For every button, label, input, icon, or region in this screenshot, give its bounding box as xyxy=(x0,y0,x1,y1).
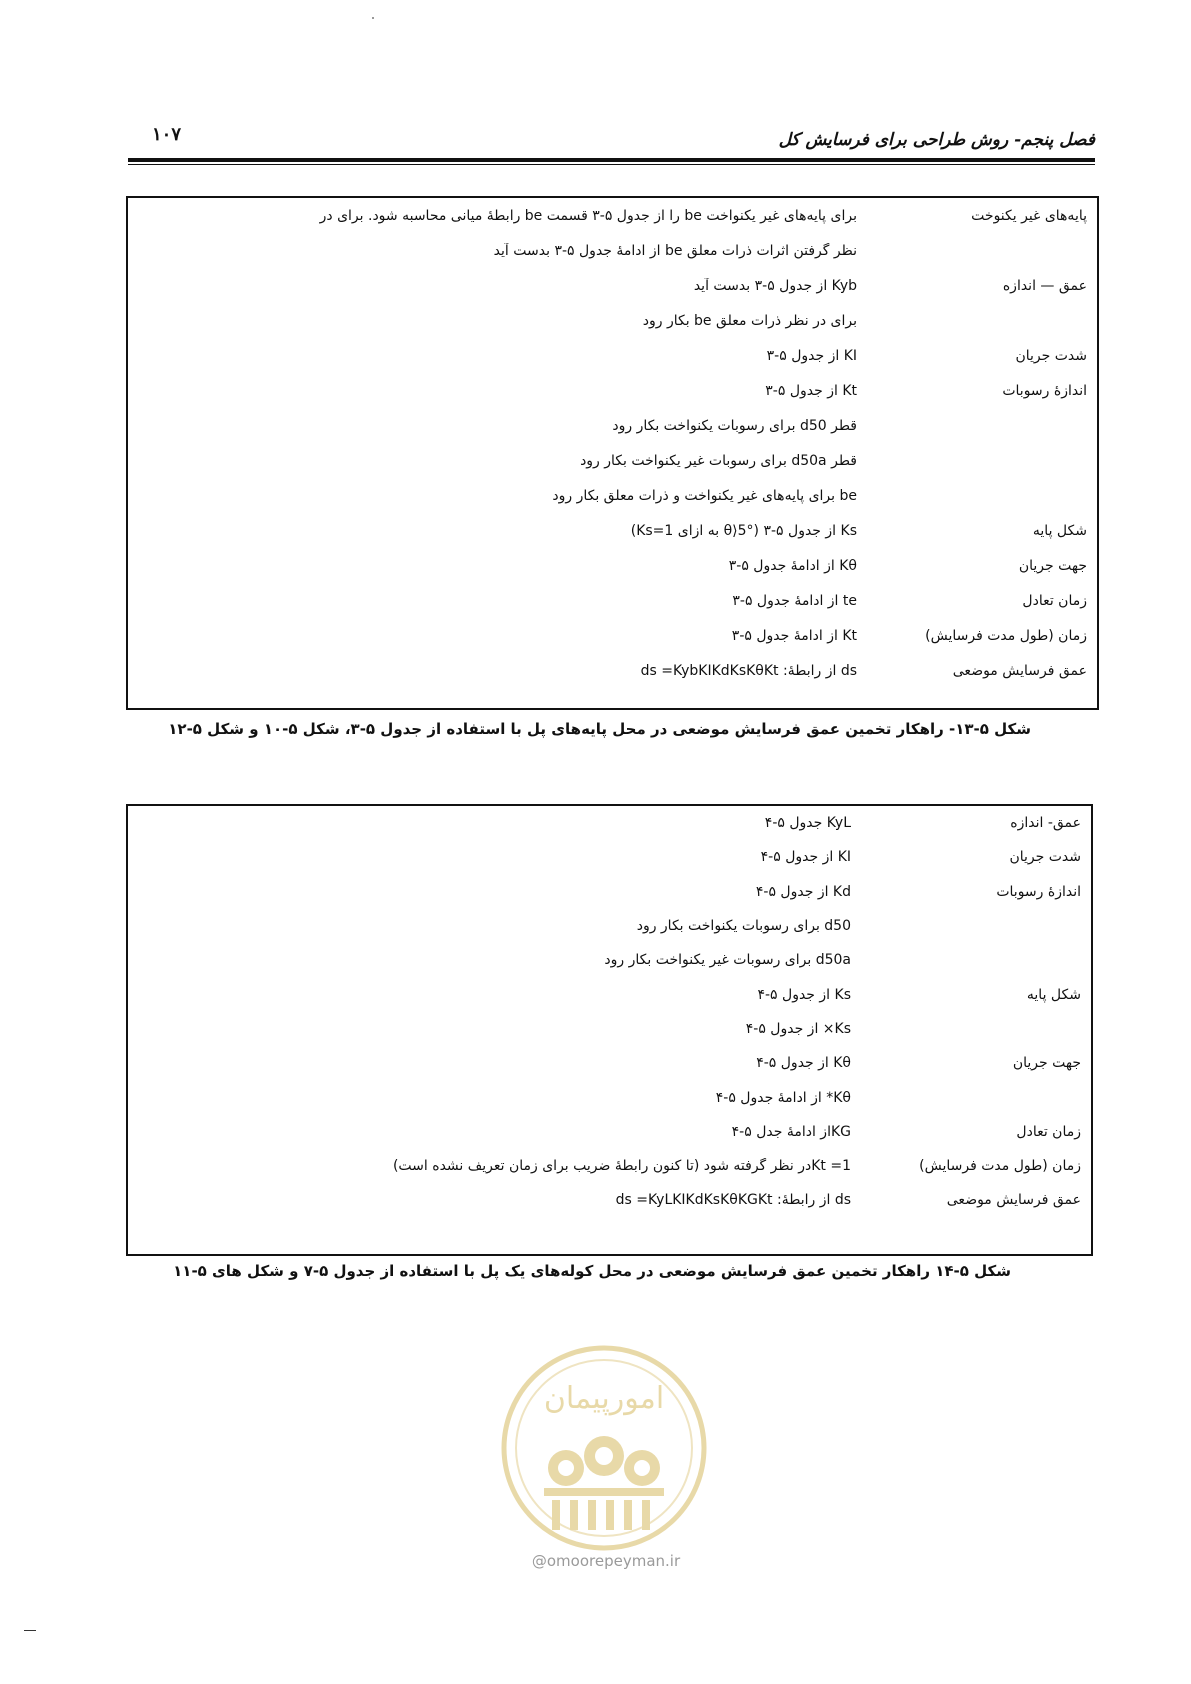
row-label: پایه‌های غیر یکنوخت xyxy=(971,207,1087,224)
table-row xyxy=(128,373,1097,408)
header-rule-thick xyxy=(128,158,1095,162)
table-row xyxy=(128,977,1091,1011)
row-content: Kt از جدول ۵-۳ xyxy=(765,382,857,399)
row-content: Ks از جدول ۵-۴ xyxy=(757,986,851,1003)
figure-caption-5-13: شکل ۵-۱۳- راهکار تخمین عمق فرسایش موضعی در محل پایه‌های پل با استفاده از جدول ۵-۳، شکل ۵-۱۰ و شکل ۵-۱۲ xyxy=(168,720,1031,738)
table-row xyxy=(128,478,1097,513)
row-label: زمان تعادل xyxy=(1022,592,1087,609)
row-content: قطر d50 برای رسوبات یکنواخت بکار رود xyxy=(612,417,857,434)
page-number: ۱۰۷ xyxy=(152,124,182,145)
row-label: زمان (طول مدت فرسایش) xyxy=(919,1158,1081,1175)
watermark-logo-text: امورپیمان xyxy=(543,1381,665,1416)
row-content: Kθ از ادامهٔ جدول ۵-۳ xyxy=(728,557,857,574)
scan-speck xyxy=(372,17,374,19)
row-label: زمان (طول مدت فرسایش) xyxy=(925,627,1087,644)
table-row xyxy=(128,943,1091,977)
table-row xyxy=(128,1080,1091,1114)
watermark-url: @omoorepeyman.ir xyxy=(531,1552,681,1570)
abutment-scour-table xyxy=(126,804,1093,1256)
row-content: KI از جدول ۵-۳ xyxy=(766,347,857,364)
row-content: برای در نظر ذرات معلق be بکار رود xyxy=(642,312,857,329)
table-row xyxy=(128,1115,1091,1149)
row-label: شدت جریان xyxy=(1015,347,1087,364)
table-row xyxy=(128,875,1091,909)
row-label: اندازهٔ رسوبات xyxy=(1002,382,1087,399)
figure-caption-5-14: شکل ۵-۱۴ راهکار تخمین عمق فرسایش موضعی در محل کوله‌های یک پل با استفاده از جدول ۵-۷ و شکل های ۵-۱۱ xyxy=(173,1262,1011,1280)
row-label: زمان تعادل xyxy=(1016,1123,1081,1140)
row-content: d50a برای رسوبات غیر یکنواخت بکار رود xyxy=(604,952,851,969)
row-content: برای پایه‌های غیر یکنواخت be را از جدول ۵-۳ قسمت be رابطهٔ میانی محاسبه شود. برای در xyxy=(319,207,857,224)
row-content: ds از رابطهٔ: ds =KybKIKdKsKθKt xyxy=(640,662,857,679)
row-label: عمق- اندازه xyxy=(1010,815,1081,832)
row-content: نظر گرفتن اثرات ذرات معلق be از ادامهٔ جدول ۵-۳ بدست آید xyxy=(493,242,857,259)
row-content: te از ادامهٔ جدول ۵-۳ xyxy=(732,592,857,609)
table-row xyxy=(128,1012,1091,1046)
table-row xyxy=(128,583,1097,618)
row-label: شدت جریان xyxy=(1009,849,1081,866)
table-row xyxy=(128,198,1097,233)
table-row xyxy=(128,443,1097,478)
row-content: Kt از ادامهٔ جدول ۵-۳ xyxy=(731,627,857,644)
row-content: be برای پایه‌های غیر یکنواخت و ذرات معلق بکار رود xyxy=(552,487,857,504)
table-row xyxy=(128,338,1097,373)
row-content: KGاز ادامهٔ جدل ۵-۴ xyxy=(731,1123,851,1140)
row-content: Ks از جدول ۵-۳ (θ⟩5° به ازای Ks=1) xyxy=(630,522,857,539)
table-row xyxy=(128,303,1097,338)
table-row xyxy=(128,1183,1091,1217)
table-row xyxy=(128,1046,1091,1080)
row-content: Kt =1در نظر گرفته شود (تا کنون رابطهٔ ضریب برای زمان تعریف نشده است) xyxy=(392,1158,851,1175)
table-row xyxy=(128,909,1091,943)
table-row xyxy=(128,618,1097,653)
row-content: Kd از جدول ۵-۴ xyxy=(755,883,851,900)
table-row xyxy=(128,548,1097,583)
row-label: عمق فرسایش موضعی xyxy=(952,662,1087,679)
row-content: Ks× از جدول ۵-۴ xyxy=(745,1020,851,1037)
chapter-title: فصل پنجم- روش طراحی برای فرسایش کل xyxy=(778,130,1095,150)
table-row xyxy=(128,408,1097,443)
table-row xyxy=(128,840,1091,874)
pier-scour-table xyxy=(126,196,1099,710)
row-label: جهت جریان xyxy=(1018,557,1087,574)
table-row xyxy=(128,513,1097,548)
watermark-logo xyxy=(494,1338,714,1558)
table-row xyxy=(128,268,1097,303)
row-label: جهت جریان xyxy=(1012,1055,1081,1072)
row-content: KI از جدول ۵-۴ xyxy=(760,849,851,866)
row-label: عمق — اندازه xyxy=(1002,277,1087,294)
table-row xyxy=(128,806,1091,840)
table-row xyxy=(128,1149,1091,1183)
row-content: Kθ* از ادامهٔ جدول ۵-۴ xyxy=(715,1089,851,1106)
row-label: شکل پایه xyxy=(1032,522,1087,539)
row-content: قطر d50a برای رسوبات غیر یکنواخت بکار رود xyxy=(580,452,857,469)
row-content: Kθ از جدول ۵-۴ xyxy=(756,1055,851,1072)
page-header xyxy=(128,118,1095,158)
table-row xyxy=(128,233,1097,268)
row-label: شکل پایه xyxy=(1026,986,1081,1003)
header-rule-thin xyxy=(128,164,1095,165)
row-content: KyL جدول ۵-۴ xyxy=(764,815,851,832)
table-row xyxy=(128,653,1097,688)
row-content: d50 برای رسوبات یکنواخت بکار رود xyxy=(636,918,851,935)
row-content: Kyb از جدول ۵-۳ بدست آید xyxy=(693,277,857,294)
row-content: ds از رابطهٔ: ds =KyLKIKdKsKθKGKt xyxy=(615,1192,851,1209)
row-label: اندازهٔ رسوبات xyxy=(996,883,1081,900)
margin-mark xyxy=(24,1630,36,1631)
row-label: عمق فرسایش موضعی xyxy=(946,1192,1081,1209)
